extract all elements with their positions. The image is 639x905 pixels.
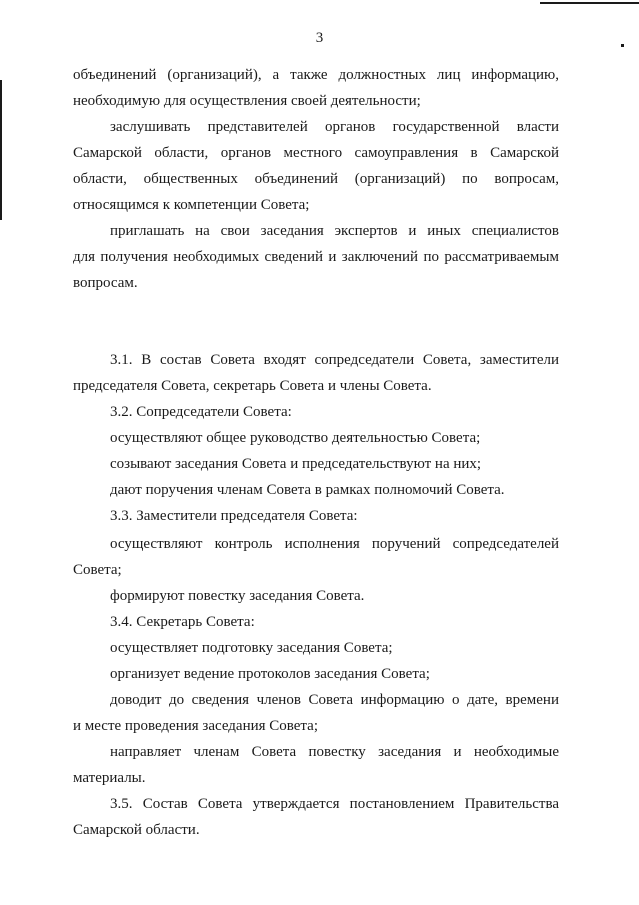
- text-line: материалы.: [73, 770, 146, 786]
- text-line: 3.3. Заместители председателя Совета:: [110, 508, 358, 524]
- text-line: Совета;: [73, 562, 122, 578]
- text-line: приглашать на свои заседания экспертов и иных специалистов: [110, 223, 559, 239]
- text-line: дают поручения членам Совета в рамках полномочий Совета.: [110, 482, 505, 498]
- text-line: необходимую для осуществления своей деятельности;: [73, 93, 421, 109]
- text-line: относящимся к компетенции Совета;: [73, 197, 310, 213]
- text-line: Самарской области.: [73, 822, 200, 838]
- text-line: осуществляют общее руководство деятельностью Совета;: [110, 430, 481, 446]
- text-line: 3.2. Сопредседатели Совета:: [110, 404, 292, 420]
- text-line: доводит до сведения членов Совета информацию о дате, времени: [110, 692, 559, 708]
- text-line: осуществляют контроль исполнения поручений сопредседателей: [110, 536, 559, 552]
- text-line: председателя Совета, секретарь Совета и члены Совета.: [73, 378, 432, 394]
- text-line: формируют повестку заседания Совета.: [110, 588, 365, 604]
- text-line: вопросам.: [73, 275, 138, 291]
- text-line: направляет членам Совета повестку заседания и необходимые: [110, 744, 559, 760]
- text-line: объединений (организаций), а также должностных лиц информацию,: [73, 67, 559, 83]
- scan-edge-top-right: [540, 2, 639, 4]
- page-number: 3: [315, 30, 324, 46]
- text-line: и месте проведения заседания Совета;: [73, 718, 318, 734]
- text-line: для получения необходимых сведений и заключений по рассматриваемым: [73, 249, 559, 265]
- text-line: организует ведение протоколов заседания Совета;: [110, 666, 430, 682]
- text-line: осуществляет подготовку заседания Совета;: [110, 640, 393, 656]
- text-line: созывают заседания Совета и председательствуют на них;: [110, 456, 482, 472]
- text-line: 3.1. В состав Совета входят сопредседатели Совета, заместители: [110, 352, 559, 368]
- text-line: 3.5. Состав Совета утверждается постановлением Правительства: [110, 796, 559, 812]
- text-line: 3.4. Секретарь Совета:: [110, 614, 255, 630]
- text-line: Самарской области, органов местного самоуправления в Самарской: [73, 145, 559, 161]
- scan-edge-left: [0, 80, 2, 220]
- text-line: области, общественных объединений (организаций) по вопросам,: [73, 171, 559, 187]
- text-line: заслушивать представителей органов государственной власти: [110, 119, 559, 135]
